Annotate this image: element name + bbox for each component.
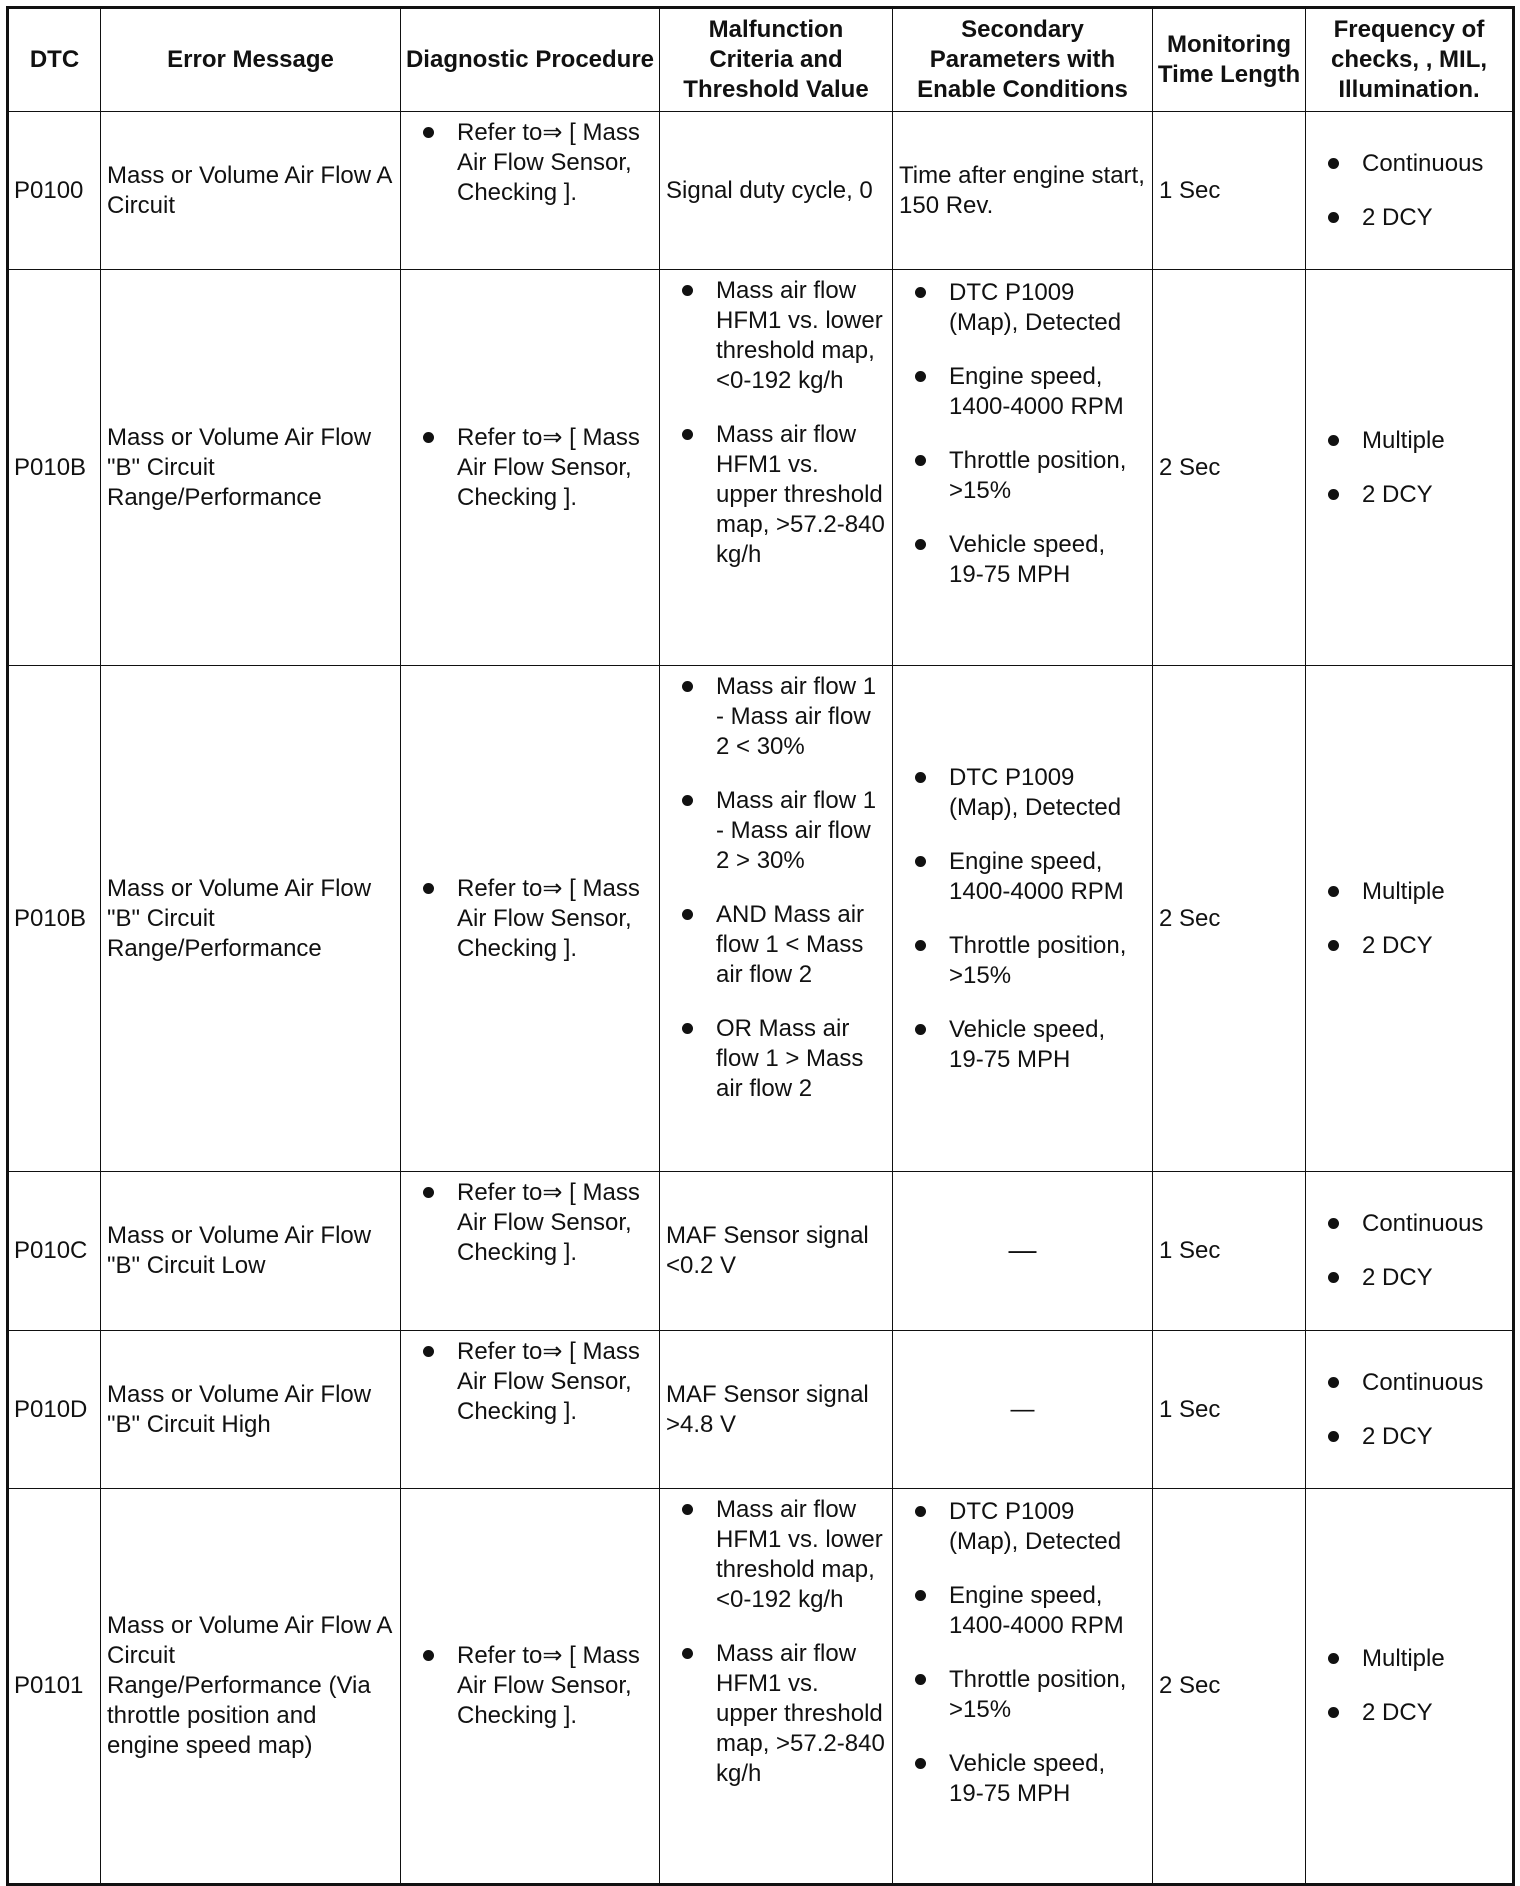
table-row (8, 1172, 1514, 1331)
secondary-item: DTC P1009 (Map), Detected (899, 1497, 1146, 1557)
diag-item: Refer to⇒ [ Mass Air Flow Sensor, Checking ]. (407, 118, 653, 208)
monitoring-time: 2 Sec (1153, 1489, 1306, 1885)
dtc-code: P0101 (8, 1489, 101, 1885)
header-diagnostic-procedure: Diagnostic Procedure (401, 8, 660, 112)
malf-item: AND Mass air flow 1 < Mass air flow 2 (666, 900, 886, 990)
malf-item: Mass air flow HFM1 vs. upper threshold map, >57.2-840 kg/h (666, 1639, 886, 1789)
secondary-parameters (893, 1172, 1153, 1331)
empty-dash: — (1010, 1395, 1035, 1423)
secondary-item: Vehicle speed, 19-75 MPH (899, 1749, 1146, 1809)
secondary-parameters: Time after engine start, 150 Rev. (893, 112, 1153, 270)
header-monitoring-time: Monitoring Time Length (1153, 8, 1306, 112)
freq-item: Multiple (1312, 1644, 1506, 1674)
malf-item: Mass air flow HFM1 vs. lower threshold map, <0-192 kg/h (666, 276, 886, 396)
secondary-parameters (893, 270, 1153, 666)
table-row (8, 270, 1514, 666)
header-malfunction-criteria: Malfunction Criteria and Threshold Value (660, 8, 893, 112)
secondary-parameters (893, 666, 1153, 1172)
freq-item: 2 DCY (1312, 1698, 1506, 1728)
malf-item: Mass air flow 1 - Mass air flow 2 > 30% (666, 786, 886, 876)
diag-item: Refer to⇒ [ Mass Air Flow Sensor, Checking ]. (407, 1641, 653, 1731)
secondary-item: Vehicle speed, 19-75 MPH (899, 1015, 1146, 1075)
malfunction-criteria (660, 270, 893, 666)
dtc-code: P010C (8, 1172, 101, 1331)
header-secondary-parameters: Secondary Parameters with Enable Conditions (893, 8, 1153, 112)
error-message: Mass or Volume Air Flow A Circuit (101, 112, 401, 270)
frequency (1306, 1172, 1514, 1331)
freq-item: Continuous (1312, 149, 1506, 179)
secondary-item: Throttle position, >15% (899, 446, 1146, 506)
dtc-code: P010B (8, 270, 101, 666)
malf-item: OR Mass air flow 1 > Mass air flow 2 (666, 1014, 886, 1104)
malf-item: Mass air flow HFM1 vs. lower threshold map, <0-192 kg/h (666, 1495, 886, 1615)
secondary-item: Vehicle speed, 19-75 MPH (899, 530, 1146, 590)
freq-item: 2 DCY (1312, 931, 1506, 961)
secondary-parameters (893, 1331, 1153, 1489)
header-error-message: Error Message (101, 8, 401, 112)
freq-item: Continuous (1312, 1368, 1506, 1398)
secondary-item: DTC P1009 (Map), Detected (899, 278, 1146, 338)
monitoring-time: 1 Sec (1153, 1331, 1306, 1489)
malf-item: Mass air flow HFM1 vs. upper threshold map, >57.2-840 kg/h (666, 420, 886, 570)
frequency (1306, 1489, 1514, 1885)
diagnostic-procedure (401, 112, 660, 270)
freq-item: Continuous (1312, 1209, 1506, 1239)
malfunction-criteria: MAF Sensor signal >4.8 V (660, 1331, 893, 1489)
secondary-item: Throttle position, >15% (899, 931, 1146, 991)
freq-item: Multiple (1312, 877, 1506, 907)
diag-item: Refer to⇒ [ Mass Air Flow Sensor, Checking ]. (407, 1337, 653, 1427)
error-message: Mass or Volume Air Flow "B" Circuit High (101, 1331, 401, 1489)
monitoring-time: 1 Sec (1153, 1172, 1306, 1331)
diagnostic-procedure (401, 666, 660, 1172)
freq-item: 2 DCY (1312, 1263, 1506, 1293)
diagnostic-procedure (401, 1489, 660, 1885)
freq-item: Multiple (1312, 426, 1506, 456)
secondary-item: DTC P1009 (Map), Detected (899, 763, 1146, 823)
malfunction-criteria (660, 666, 893, 1172)
dtc-table (6, 6, 1515, 1886)
error-message: Mass or Volume Air Flow "B" Circuit Range/Performance (101, 666, 401, 1172)
freq-item: 2 DCY (1312, 1422, 1506, 1452)
diagnostic-procedure (401, 1172, 660, 1331)
freq-item: 2 DCY (1312, 480, 1506, 510)
frequency (1306, 270, 1514, 666)
diag-item: Refer to⇒ [ Mass Air Flow Sensor, Checking ]. (407, 874, 653, 964)
malfunction-criteria: MAF Sensor signal <0.2 V (660, 1172, 893, 1331)
diag-item: Refer to⇒ [ Mass Air Flow Sensor, Checking ]. (407, 423, 653, 513)
diagnostic-procedure (401, 270, 660, 666)
secondary-item: Throttle position, >15% (899, 1665, 1146, 1725)
malfunction-criteria (660, 1489, 893, 1885)
header-frequency: Frequency of checks, , MIL, Illumination. (1306, 8, 1514, 112)
dtc-code: P0100 (8, 112, 101, 270)
header-dtc: DTC (8, 8, 101, 112)
monitoring-time: 2 Sec (1153, 666, 1306, 1172)
frequency (1306, 666, 1514, 1172)
secondary-item: Engine speed, 1400-4000 RPM (899, 1581, 1146, 1641)
error-message: Mass or Volume Air Flow "B" Circuit Low (101, 1172, 401, 1331)
secondary-parameters (893, 1489, 1153, 1885)
malfunction-criteria: Signal duty cycle, 0 (660, 112, 893, 270)
dtc-code: P010D (8, 1331, 101, 1489)
error-message: Mass or Volume Air Flow A Circuit Range/Performance (Via throttle position and engine speed map) (101, 1489, 401, 1885)
table-row (8, 1489, 1514, 1885)
header-row (8, 8, 1514, 112)
table-row (8, 1331, 1514, 1489)
table-row (8, 112, 1514, 270)
error-message: Mass or Volume Air Flow "B" Circuit Range/Performance (101, 270, 401, 666)
monitoring-time: 2 Sec (1153, 270, 1306, 666)
diag-item: Refer to⇒ [ Mass Air Flow Sensor, Checking ]. (407, 1178, 653, 1268)
table-row (8, 666, 1514, 1172)
empty-dash: — (1008, 1234, 1037, 1265)
dtc-code: P010B (8, 666, 101, 1172)
secondary-item: Engine speed, 1400-4000 RPM (899, 362, 1146, 422)
malf-item: Mass air flow 1 - Mass air flow 2 < 30% (666, 672, 886, 762)
diagnostic-procedure (401, 1331, 660, 1489)
monitoring-time: 1 Sec (1153, 112, 1306, 270)
secondary-item: Engine speed, 1400-4000 RPM (899, 847, 1146, 907)
freq-item: 2 DCY (1312, 203, 1506, 233)
frequency (1306, 1331, 1514, 1489)
frequency (1306, 112, 1514, 270)
